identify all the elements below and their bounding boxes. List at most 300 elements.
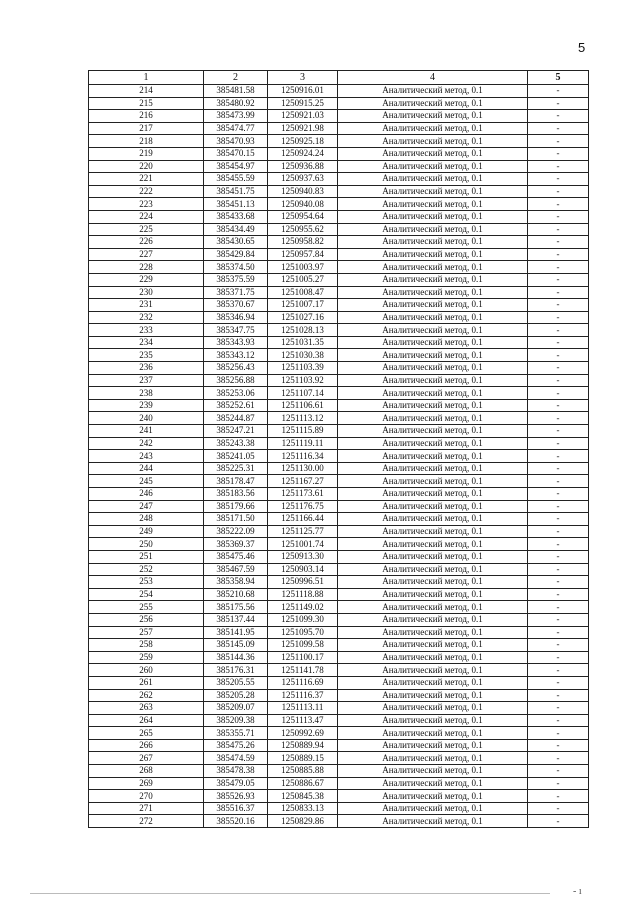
- method-cell: Аналитический метод, 0.1: [338, 462, 528, 475]
- point-number-cell: 261: [89, 676, 204, 689]
- table-row: [89, 752, 589, 765]
- y-coordinate-cell: 1250913.30: [268, 550, 338, 563]
- point-number-cell: 237: [89, 374, 204, 387]
- table-row: [89, 324, 589, 337]
- y-coordinate-cell: 1251003.97: [268, 261, 338, 274]
- note-cell: -: [528, 160, 589, 173]
- point-number-cell: 216: [89, 110, 204, 123]
- x-coordinate-cell: 385205.55: [204, 676, 268, 689]
- header-col-4: 4: [338, 71, 528, 85]
- method-cell: Аналитический метод, 0.1: [338, 437, 528, 450]
- x-coordinate-cell: 385252.61: [204, 399, 268, 412]
- note-cell: -: [528, 223, 589, 236]
- y-coordinate-cell: 1251007.17: [268, 299, 338, 312]
- x-coordinate-cell: 385475.46: [204, 550, 268, 563]
- method-cell: Аналитический метод, 0.1: [338, 488, 528, 501]
- table-row: [89, 714, 589, 727]
- x-coordinate-cell: 385454.97: [204, 160, 268, 173]
- point-number-cell: 238: [89, 387, 204, 400]
- x-coordinate-cell: 385253.06: [204, 387, 268, 400]
- x-coordinate-cell: 385479.05: [204, 777, 268, 790]
- method-cell: Аналитический метод, 0.1: [338, 613, 528, 626]
- point-number-cell: 215: [89, 97, 204, 110]
- y-coordinate-cell: 1251116.37: [268, 689, 338, 702]
- x-coordinate-cell: 385183.56: [204, 488, 268, 501]
- note-cell: -: [528, 122, 589, 135]
- y-coordinate-cell: 1251001.74: [268, 538, 338, 551]
- footer-mark: - ı: [573, 886, 582, 897]
- method-cell: Аналитический метод, 0.1: [338, 588, 528, 601]
- note-cell: -: [528, 601, 589, 614]
- x-coordinate-cell: 385141.95: [204, 626, 268, 639]
- table-row: [89, 588, 589, 601]
- note-cell: -: [528, 475, 589, 488]
- table-row: [89, 462, 589, 475]
- method-cell: Аналитический метод, 0.1: [338, 374, 528, 387]
- point-number-cell: 232: [89, 311, 204, 324]
- note-cell: -: [528, 702, 589, 715]
- table-row: [89, 563, 589, 576]
- table-row: [89, 273, 589, 286]
- method-cell: Аналитический метод, 0.1: [338, 261, 528, 274]
- method-cell: Аналитический метод, 0.1: [338, 525, 528, 538]
- x-coordinate-cell: 385520.16: [204, 815, 268, 828]
- note-cell: -: [528, 387, 589, 400]
- y-coordinate-cell: 1251008.47: [268, 286, 338, 299]
- y-coordinate-cell: 1251099.58: [268, 639, 338, 652]
- point-number-cell: 265: [89, 727, 204, 740]
- y-coordinate-cell: 1250886.67: [268, 777, 338, 790]
- method-cell: Аналитический метод, 0.1: [338, 399, 528, 412]
- x-coordinate-cell: 385478.38: [204, 765, 268, 778]
- x-coordinate-cell: 385481.58: [204, 85, 268, 98]
- point-number-cell: 269: [89, 777, 204, 790]
- table-row: [89, 122, 589, 135]
- y-coordinate-cell: 1250992.69: [268, 727, 338, 740]
- point-number-cell: 240: [89, 412, 204, 425]
- note-cell: -: [528, 815, 589, 828]
- point-number-cell: 255: [89, 601, 204, 614]
- method-cell: Аналитический метод, 0.1: [338, 727, 528, 740]
- table-row: [89, 135, 589, 148]
- point-number-cell: 234: [89, 336, 204, 349]
- method-cell: Аналитический метод, 0.1: [338, 475, 528, 488]
- y-coordinate-cell: 1251103.39: [268, 362, 338, 375]
- table-row: [89, 437, 589, 450]
- y-coordinate-cell: 1250955.62: [268, 223, 338, 236]
- y-coordinate-cell: 1251106.61: [268, 399, 338, 412]
- y-coordinate-cell: 1250936.88: [268, 160, 338, 173]
- x-coordinate-cell: 385176.31: [204, 664, 268, 677]
- x-coordinate-cell: 385244.87: [204, 412, 268, 425]
- y-coordinate-cell: 1250957.84: [268, 248, 338, 261]
- y-coordinate-cell: 1251095.70: [268, 626, 338, 639]
- x-coordinate-cell: 385474.59: [204, 752, 268, 765]
- point-number-cell: 241: [89, 425, 204, 438]
- y-coordinate-cell: 1251103.92: [268, 374, 338, 387]
- method-cell: Аналитический метод, 0.1: [338, 336, 528, 349]
- x-coordinate-cell: 385470.93: [204, 135, 268, 148]
- method-cell: Аналитический метод, 0.1: [338, 601, 528, 614]
- x-coordinate-cell: 385343.12: [204, 349, 268, 362]
- table-row: [89, 702, 589, 715]
- method-cell: Аналитический метод, 0.1: [338, 135, 528, 148]
- method-cell: Аналитический метод, 0.1: [338, 513, 528, 526]
- method-cell: Аналитический метод, 0.1: [338, 815, 528, 828]
- method-cell: Аналитический метод, 0.1: [338, 500, 528, 513]
- x-coordinate-cell: 385179.66: [204, 500, 268, 513]
- note-cell: -: [528, 752, 589, 765]
- x-coordinate-cell: 385137.44: [204, 613, 268, 626]
- table-row: [89, 223, 589, 236]
- note-cell: -: [528, 727, 589, 740]
- point-number-cell: 260: [89, 664, 204, 677]
- y-coordinate-cell: 1250940.83: [268, 185, 338, 198]
- y-coordinate-cell: 1251167.27: [268, 475, 338, 488]
- method-cell: Аналитический метод, 0.1: [338, 802, 528, 815]
- note-cell: -: [528, 261, 589, 274]
- method-cell: Аналитический метод, 0.1: [338, 349, 528, 362]
- y-coordinate-cell: 1251005.27: [268, 273, 338, 286]
- x-coordinate-cell: 385175.56: [204, 601, 268, 614]
- method-cell: Аналитический метод, 0.1: [338, 97, 528, 110]
- point-number-cell: 222: [89, 185, 204, 198]
- table-row: [89, 739, 589, 752]
- table-row: [89, 802, 589, 815]
- x-coordinate-cell: 385526.93: [204, 790, 268, 803]
- point-number-cell: 220: [89, 160, 204, 173]
- y-coordinate-cell: 1251149.02: [268, 601, 338, 614]
- y-coordinate-cell: 1251107.14: [268, 387, 338, 400]
- note-cell: -: [528, 399, 589, 412]
- table-row: [89, 173, 589, 186]
- note-cell: -: [528, 425, 589, 438]
- y-coordinate-cell: 1250829.86: [268, 815, 338, 828]
- point-number-cell: 250: [89, 538, 204, 551]
- x-coordinate-cell: 385209.07: [204, 702, 268, 715]
- x-coordinate-cell: 385375.59: [204, 273, 268, 286]
- x-coordinate-cell: 385222.09: [204, 525, 268, 538]
- x-coordinate-cell: 385247.21: [204, 425, 268, 438]
- method-cell: Аналитический метод, 0.1: [338, 210, 528, 223]
- note-cell: -: [528, 85, 589, 98]
- x-coordinate-cell: 385430.65: [204, 236, 268, 249]
- y-coordinate-cell: 1251100.17: [268, 651, 338, 664]
- x-coordinate-cell: 385370.67: [204, 299, 268, 312]
- point-number-cell: 243: [89, 450, 204, 463]
- note-cell: -: [528, 147, 589, 160]
- y-coordinate-cell: 1250903.14: [268, 563, 338, 576]
- table-row: [89, 85, 589, 98]
- y-coordinate-cell: 1251115.89: [268, 425, 338, 438]
- y-coordinate-cell: 1251125.77: [268, 525, 338, 538]
- method-cell: Аналитический метод, 0.1: [338, 676, 528, 689]
- note-cell: -: [528, 462, 589, 475]
- point-number-cell: 224: [89, 210, 204, 223]
- point-number-cell: 225: [89, 223, 204, 236]
- y-coordinate-cell: 1250885.88: [268, 765, 338, 778]
- method-cell: Аналитический метод, 0.1: [338, 765, 528, 778]
- note-cell: -: [528, 412, 589, 425]
- point-number-cell: 245: [89, 475, 204, 488]
- table-row: [89, 387, 589, 400]
- method-cell: Аналитический метод, 0.1: [338, 324, 528, 337]
- table-row: [89, 261, 589, 274]
- x-coordinate-cell: 385355.71: [204, 727, 268, 740]
- note-cell: -: [528, 110, 589, 123]
- table-row: [89, 651, 589, 664]
- note-cell: -: [528, 299, 589, 312]
- table-row: [89, 513, 589, 526]
- note-cell: -: [528, 488, 589, 501]
- y-coordinate-cell: 1251027.16: [268, 311, 338, 324]
- note-cell: -: [528, 210, 589, 223]
- note-cell: -: [528, 324, 589, 337]
- table-row: [89, 450, 589, 463]
- header-col-3: 3: [268, 71, 338, 85]
- y-coordinate-cell: 1251119.11: [268, 437, 338, 450]
- x-coordinate-cell: 385429.84: [204, 248, 268, 261]
- method-cell: Аналитический метод, 0.1: [338, 450, 528, 463]
- method-cell: Аналитический метод, 0.1: [338, 248, 528, 261]
- table-row: [89, 576, 589, 589]
- point-number-cell: 244: [89, 462, 204, 475]
- y-coordinate-cell: 1250889.15: [268, 752, 338, 765]
- table-row: [89, 210, 589, 223]
- method-cell: Аналитический метод, 0.1: [338, 550, 528, 563]
- method-cell: Аналитический метод, 0.1: [338, 236, 528, 249]
- x-coordinate-cell: 385455.59: [204, 173, 268, 186]
- note-cell: -: [528, 248, 589, 261]
- note-cell: -: [528, 286, 589, 299]
- table-row: [89, 362, 589, 375]
- note-cell: -: [528, 550, 589, 563]
- table-row: [89, 412, 589, 425]
- table-row: [89, 236, 589, 249]
- y-coordinate-cell: 1250940.08: [268, 198, 338, 211]
- table-row: [89, 727, 589, 740]
- point-number-cell: 239: [89, 399, 204, 412]
- point-number-cell: 226: [89, 236, 204, 249]
- method-cell: Аналитический метод, 0.1: [338, 387, 528, 400]
- point-number-cell: 263: [89, 702, 204, 715]
- method-cell: Аналитический метод, 0.1: [338, 198, 528, 211]
- x-coordinate-cell: 385144.36: [204, 651, 268, 664]
- point-number-cell: 259: [89, 651, 204, 664]
- table-row: [89, 110, 589, 123]
- y-coordinate-cell: 1251166.44: [268, 513, 338, 526]
- y-coordinate-cell: 1251116.34: [268, 450, 338, 463]
- y-coordinate-cell: 1250996.51: [268, 576, 338, 589]
- header-col-2: 2: [204, 71, 268, 85]
- x-coordinate-cell: 385433.68: [204, 210, 268, 223]
- method-cell: Аналитический метод, 0.1: [338, 273, 528, 286]
- y-coordinate-cell: 1251113.11: [268, 702, 338, 715]
- table-row: [89, 689, 589, 702]
- note-cell: -: [528, 500, 589, 513]
- table-row: [89, 525, 589, 538]
- note-cell: -: [528, 790, 589, 803]
- note-cell: -: [528, 236, 589, 249]
- point-number-cell: 258: [89, 639, 204, 652]
- table-row: [89, 676, 589, 689]
- table-row: [89, 97, 589, 110]
- header-col-1: 1: [89, 71, 204, 85]
- table-body: [89, 85, 589, 828]
- method-cell: Аналитический метод, 0.1: [338, 425, 528, 438]
- point-number-cell: 227: [89, 248, 204, 261]
- table-row: [89, 664, 589, 677]
- method-cell: Аналитический метод, 0.1: [338, 311, 528, 324]
- y-coordinate-cell: 1250924.24: [268, 147, 338, 160]
- method-cell: Аналитический метод, 0.1: [338, 664, 528, 677]
- table-row: [89, 286, 589, 299]
- table-row: [89, 538, 589, 551]
- table-header-row: [89, 71, 589, 85]
- note-cell: -: [528, 639, 589, 652]
- table-row: [89, 185, 589, 198]
- note-cell: -: [528, 525, 589, 538]
- note-cell: -: [528, 739, 589, 752]
- point-number-cell: 223: [89, 198, 204, 211]
- point-number-cell: 254: [89, 588, 204, 601]
- method-cell: Аналитический метод, 0.1: [338, 651, 528, 664]
- x-coordinate-cell: 385241.05: [204, 450, 268, 463]
- note-cell: -: [528, 538, 589, 551]
- note-cell: -: [528, 676, 589, 689]
- y-coordinate-cell: 1250954.64: [268, 210, 338, 223]
- point-number-cell: 242: [89, 437, 204, 450]
- x-coordinate-cell: 385343.93: [204, 336, 268, 349]
- note-cell: -: [528, 626, 589, 639]
- method-cell: Аналитический метод, 0.1: [338, 412, 528, 425]
- x-coordinate-cell: 385516.37: [204, 802, 268, 815]
- method-cell: Аналитический метод, 0.1: [338, 299, 528, 312]
- table-row: [89, 336, 589, 349]
- note-cell: -: [528, 173, 589, 186]
- point-number-cell: 236: [89, 362, 204, 375]
- table-row: [89, 488, 589, 501]
- y-coordinate-cell: 1250921.03: [268, 110, 338, 123]
- point-number-cell: 248: [89, 513, 204, 526]
- point-number-cell: 270: [89, 790, 204, 803]
- x-coordinate-cell: 385473.99: [204, 110, 268, 123]
- note-cell: -: [528, 198, 589, 211]
- point-number-cell: 267: [89, 752, 204, 765]
- point-number-cell: 231: [89, 299, 204, 312]
- x-coordinate-cell: 385470.15: [204, 147, 268, 160]
- x-coordinate-cell: 385467.59: [204, 563, 268, 576]
- point-number-cell: 271: [89, 802, 204, 815]
- method-cell: Аналитический метод, 0.1: [338, 160, 528, 173]
- note-cell: -: [528, 802, 589, 815]
- y-coordinate-cell: 1250958.82: [268, 236, 338, 249]
- note-cell: -: [528, 437, 589, 450]
- x-coordinate-cell: 385371.75: [204, 286, 268, 299]
- point-number-cell: 252: [89, 563, 204, 576]
- x-coordinate-cell: 385225.31: [204, 462, 268, 475]
- note-cell: -: [528, 273, 589, 286]
- method-cell: Аналитический метод, 0.1: [338, 85, 528, 98]
- point-number-cell: 251: [89, 550, 204, 563]
- method-cell: Аналитический метод, 0.1: [338, 689, 528, 702]
- table-row: [89, 160, 589, 173]
- x-coordinate-cell: 385451.13: [204, 198, 268, 211]
- x-coordinate-cell: 385145.09: [204, 639, 268, 652]
- y-coordinate-cell: 1251099.30: [268, 613, 338, 626]
- note-cell: -: [528, 513, 589, 526]
- y-coordinate-cell: 1250889.94: [268, 739, 338, 752]
- table-row: [89, 639, 589, 652]
- method-cell: Аналитический метод, 0.1: [338, 147, 528, 160]
- table-row: [89, 613, 589, 626]
- x-coordinate-cell: 385434.49: [204, 223, 268, 236]
- point-number-cell: 233: [89, 324, 204, 337]
- x-coordinate-cell: 385358.94: [204, 576, 268, 589]
- method-cell: Аналитический метод, 0.1: [338, 702, 528, 715]
- point-number-cell: 235: [89, 349, 204, 362]
- method-cell: Аналитический метод, 0.1: [338, 173, 528, 186]
- x-coordinate-cell: 385347.75: [204, 324, 268, 337]
- y-coordinate-cell: 1251113.47: [268, 714, 338, 727]
- method-cell: Аналитический метод, 0.1: [338, 576, 528, 589]
- point-number-cell: 214: [89, 85, 204, 98]
- y-coordinate-cell: 1251118.88: [268, 588, 338, 601]
- table-row: [89, 601, 589, 614]
- point-number-cell: 272: [89, 815, 204, 828]
- y-coordinate-cell: 1250916.01: [268, 85, 338, 98]
- y-coordinate-cell: 1251116.69: [268, 676, 338, 689]
- x-coordinate-cell: 385451.75: [204, 185, 268, 198]
- method-cell: Аналитический метод, 0.1: [338, 639, 528, 652]
- x-coordinate-cell: 385256.43: [204, 362, 268, 375]
- x-coordinate-cell: 385474.77: [204, 122, 268, 135]
- method-cell: Аналитический метод, 0.1: [338, 362, 528, 375]
- table-row: [89, 765, 589, 778]
- y-coordinate-cell: 1251141.78: [268, 664, 338, 677]
- point-number-cell: 218: [89, 135, 204, 148]
- table-row: [89, 147, 589, 160]
- table-row: [89, 815, 589, 828]
- point-number-cell: 264: [89, 714, 204, 727]
- method-cell: Аналитический метод, 0.1: [338, 714, 528, 727]
- note-cell: -: [528, 450, 589, 463]
- point-number-cell: 257: [89, 626, 204, 639]
- note-cell: -: [528, 563, 589, 576]
- point-number-cell: 256: [89, 613, 204, 626]
- note-cell: -: [528, 777, 589, 790]
- y-coordinate-cell: 1250925.18: [268, 135, 338, 148]
- note-cell: -: [528, 185, 589, 198]
- table-row: [89, 311, 589, 324]
- x-coordinate-cell: 385346.94: [204, 311, 268, 324]
- note-cell: -: [528, 664, 589, 677]
- point-number-cell: 228: [89, 261, 204, 274]
- table-row: [89, 374, 589, 387]
- x-coordinate-cell: 385178.47: [204, 475, 268, 488]
- table-row: [89, 248, 589, 261]
- method-cell: Аналитический метод, 0.1: [338, 286, 528, 299]
- note-cell: -: [528, 689, 589, 702]
- point-number-cell: 246: [89, 488, 204, 501]
- note-cell: -: [528, 349, 589, 362]
- y-coordinate-cell: 1250921.98: [268, 122, 338, 135]
- method-cell: Аналитический метод, 0.1: [338, 626, 528, 639]
- table-row: [89, 550, 589, 563]
- y-coordinate-cell: 1251130.00: [268, 462, 338, 475]
- header-col-5: 5: [528, 71, 589, 85]
- point-number-cell: 221: [89, 173, 204, 186]
